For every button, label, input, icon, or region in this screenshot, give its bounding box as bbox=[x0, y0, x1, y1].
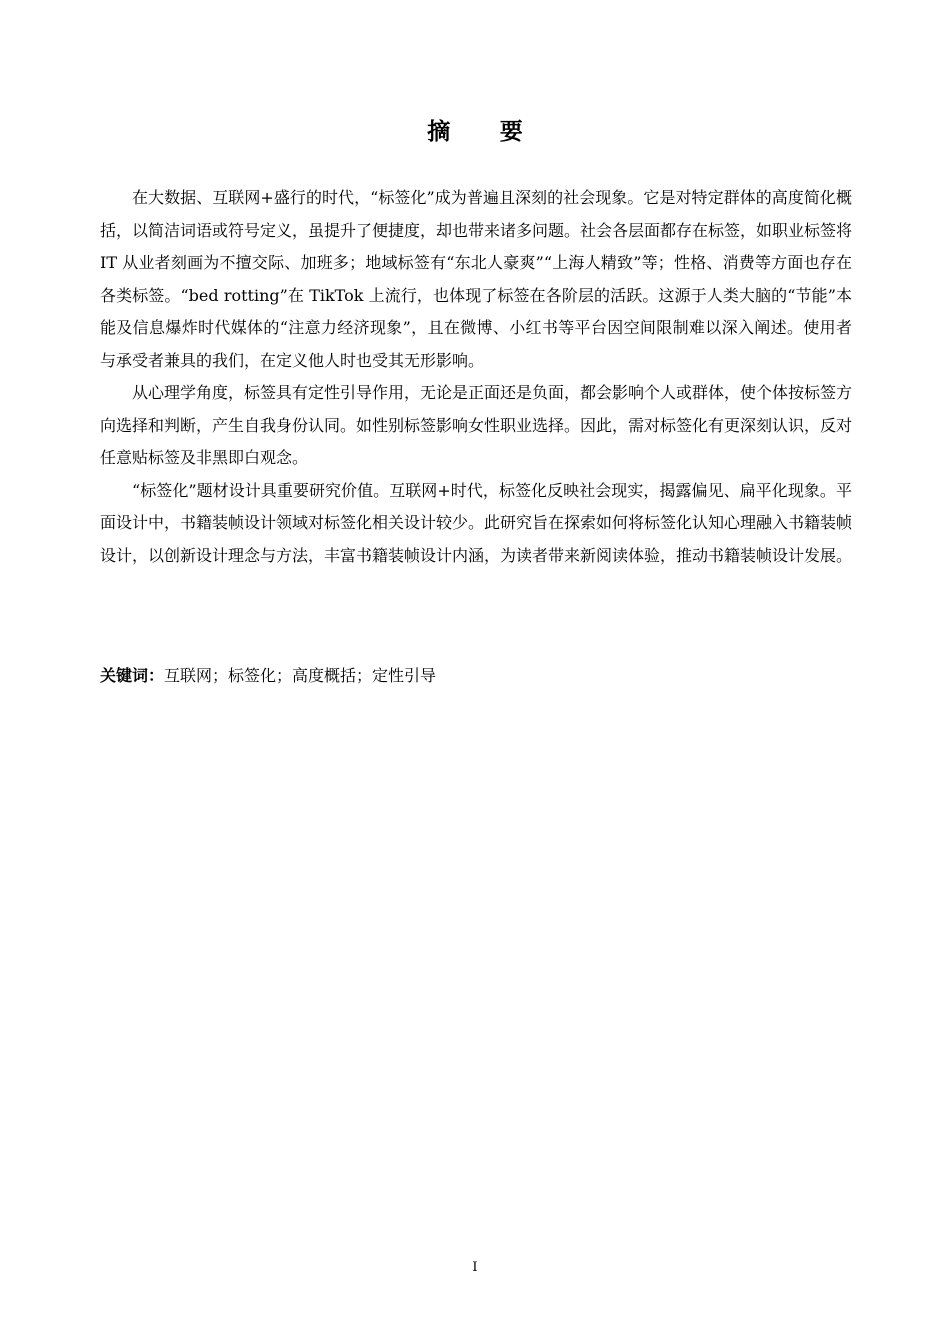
page-number: I bbox=[472, 1260, 478, 1275]
keywords-label: 关键词： bbox=[100, 666, 165, 685]
keywords-text: 互联网；标签化；高度概括；定性引导 bbox=[164, 666, 437, 685]
keywords-line bbox=[100, 660, 852, 692]
abstract-paragraph-3: “标签化”题材设计具重要研究价值。互联网+时代，标签化反映社会现实，揭露偏见、扁平化现象。平面设计中，书籍装帧设计领域对标签化相关设计较少。此研究旨在探索如何将标签化认知心理融入书籍装帧设计，以创新设计理念与方法，丰富书籍装帧设计内涵，为读者带来新阅读体验，推动书籍装帧设计发展。 bbox=[100, 480, 853, 565]
page-title: 摘 要 bbox=[427, 119, 544, 145]
abstract-body bbox=[100, 182, 852, 572]
abstract-paragraph-2: 从心理学角度，标签具有定性引导作用，无论是正面还是负面，都会影响个人或群体，使个体按标签方向选择和判断，产生自我身份认同。如性别标签影响女性职业选择。因此，需对标签化有更深刻认识，反对任意贴标签及非黑即白观念。 bbox=[100, 383, 853, 467]
abstract-paragraph-1: 在大数据、互联网+盛行的时代，“标签化”成为普遍且深刻的社会现象。它是对特定群体的高度简化概括，以简洁词语或符号定义，虽提升了便捷度，却也带来诸多问题。社会各层面都存在标签，如职业标签将 IT 从业者刻画为不擅交际、加班多；地域标签有“东北人豪爽”“上海人精致”等；性格、消费等方面也存在各类标签。“bed rotting”在 TikTok 上流行，也体现了标签在各阶层的活跃。这源于人类大脑的“节能”本能及信息爆炸时代媒体的“注意力经济现象”，且在微博、小红书等平台因空间限制难以深入阐述。使用者与承受者兼具的我们，在定义他人时也受其无形影响。 bbox=[100, 188, 853, 370]
